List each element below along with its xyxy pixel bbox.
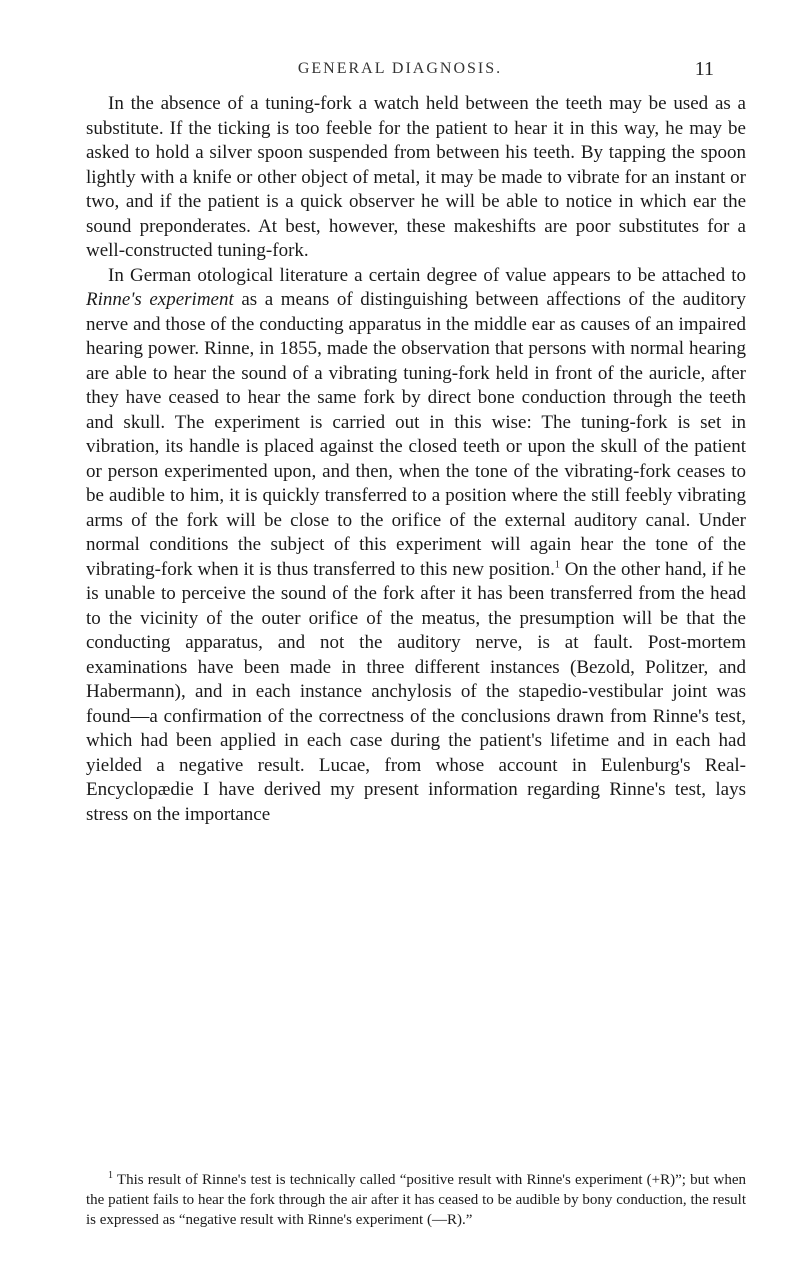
- paragraph-2: [86, 264, 746, 828]
- footnote-text: This result of Rinne's test is technically called “positive result with Rinne's experiment (+R)”; but when the patient fails to hear the fork through the air after it has ceased to be audible by bony conduction, the result is expressed as “negative result with Rinne's experiment (—R).”: [86, 1172, 746, 1228]
- paragraph-1: In the absence of a tuning-fork a watch held between the teeth may be used as a substitute. If the ticking is too feeble for the patient to hear it in this way, he may be asked to hold a silver spoon suspended from between his teeth. By tapping the spoon lightly with a knife or other object of metal, it may be made to vibrate for an instant or two, and if the patient is a quick observer he will be able to notice in which ear the sound preponderates. At best, however, these makeshifts are poor substitutes for a well-constructed tuning-fork.: [86, 93, 746, 261]
- footnotes: [86, 1170, 746, 1230]
- paragraph-2-middle: as a means of distinguishing between affections of the auditory nerve and those of the conducting apparatus in the middle ear as causes of an impaired hearing power. Rinne, in 1855, made the observation that persons with normal hearing are able to hear the sound of a vibrating tuning-fork held in front of the auricle, after they have ceased to hear the same fork by direct bone conduction through the teeth and skull. The experiment is carried out in this wise: The tuning-fork is set in vibration, its handle is placed against the closed teeth or upon the skull of the patient or person experimented upon, and then, when the tone of the vibrating-fork ceases to be audible to him, it is quickly transferred to a position where the still feebly vibrating arms of the fork will be close to the orifice of the external auditory canal. Under normal conditions the subject of this experiment will again hear the tone of the vibrating-fork when it is thus transferred to this new position.: [86, 289, 747, 580]
- page-number: 11: [694, 58, 714, 80]
- rinne-experiment-term: Rinne's experiment: [86, 289, 234, 310]
- running-head: GENERAL DIAGNOSIS.: [297, 60, 503, 77]
- body-text: [86, 92, 746, 827]
- footnote-reference[interactable]: 1: [554, 559, 560, 571]
- paragraph-2-end: On the other hand, if he is unable to perceive the sound of the fork after it has been transferred from the head to the vicinity of the outer orifice of the meatus, the presumption will be that the conducting apparatus, and not the auditory nerve, is at fault. Post-mortem examinations have been made in three different instances (Bezold, Politzer, and Habermann), and in each instance anchylosis of the stapedio-vestibular joint was found—a confirmation of the correctness of the conclusions drawn from Rinne's test, which had been applied in each case during the patient's lifetime and in each had yielded a negative result. Lucae, from whose account in Eulenburg's Real-Encyclopædie I have derived my present information regarding Rinne's test, lays stress on the importance: [86, 558, 746, 825]
- page-header: [0, 60, 800, 90]
- footnote-mark: 1: [108, 1170, 113, 1181]
- footnote-1: [86, 1170, 746, 1230]
- paragraph-2-start: In German otological literature a certain degree of value appears to be attached to: [108, 264, 746, 286]
